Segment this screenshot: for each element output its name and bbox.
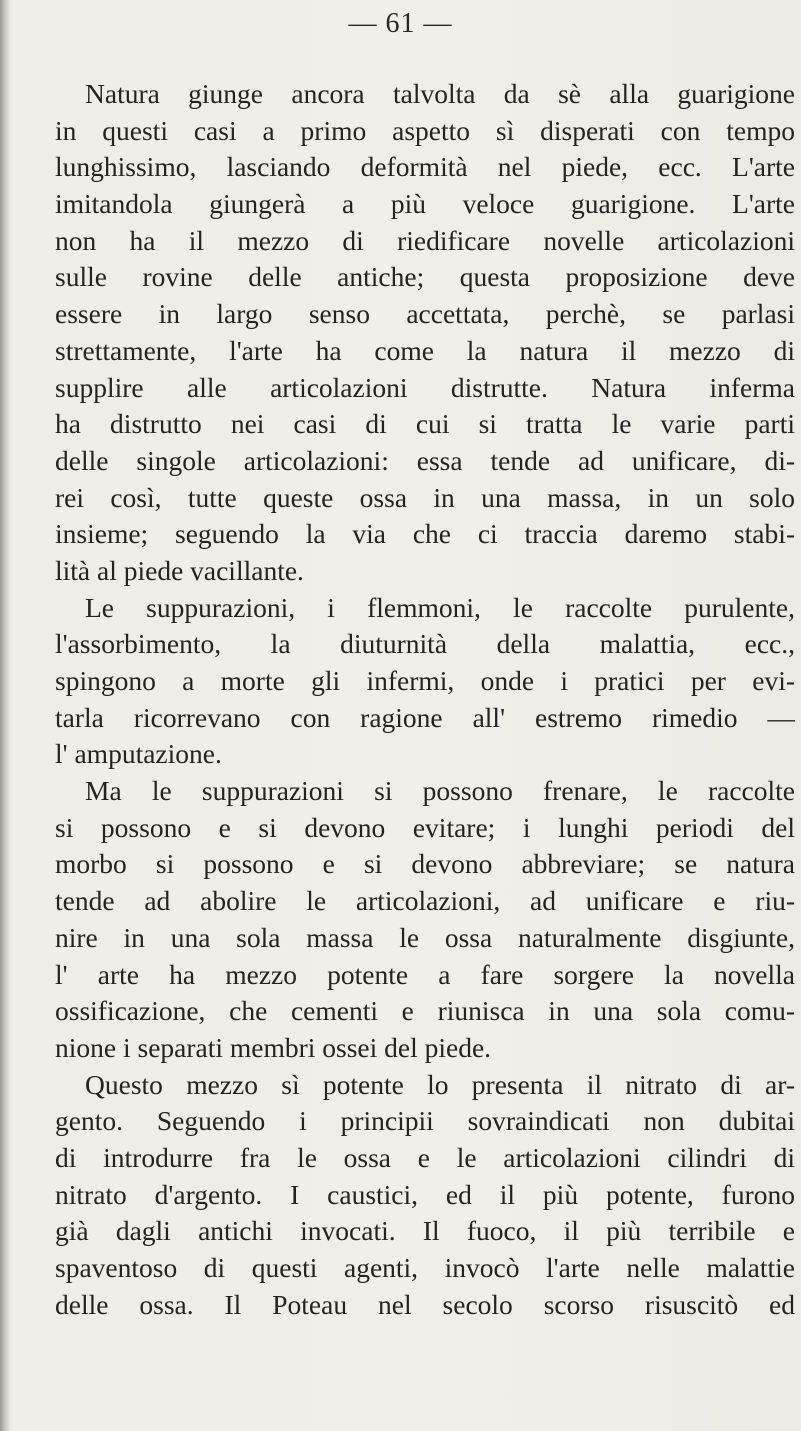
page-number: — 61 — bbox=[348, 8, 453, 39]
text-line: delle ossa. Il Poteau nel secolo scorso risuscitò ed bbox=[55, 1288, 795, 1320]
text-line: insieme; seguendo la via che ci traccia daremo stabi- bbox=[55, 518, 795, 550]
text-line: di introdurre fra le ossa e le articolazioni cilindri di bbox=[55, 1141, 795, 1173]
text-line: l' arte ha mezzo potente a fare sorgere la novella bbox=[55, 958, 795, 990]
text-line: nione i separati membri ossei del piede. bbox=[55, 1031, 492, 1063]
text-line: tarla ricorrevano con ragione all' estremo rimedio — bbox=[55, 701, 795, 733]
text-line: sulle rovine delle antiche; questa proposizione deve bbox=[55, 261, 795, 293]
text-line: imitandola giungerà a più veloce guarigione. L'arte bbox=[55, 188, 795, 220]
text-line: morbo si possono e si devono abbreviare; se natura bbox=[55, 848, 795, 880]
text-line: ossificazione, che cementi e riunisca in una sola comu- bbox=[55, 995, 795, 1027]
text-line: nitrato d'argento. I caustici, ed il più potente, furono bbox=[55, 1178, 795, 1210]
text-line: nire in una sola massa le ossa naturalmente disgiunte, bbox=[55, 921, 795, 953]
text-line: l' amputazione. bbox=[55, 738, 222, 770]
text-line: tende ad abolire le articolazioni, ad unificare e riu- bbox=[55, 885, 795, 917]
text-line: lunghissimo, lasciando deformità nel piede, ecc. L'arte bbox=[55, 151, 795, 183]
text-line: l'assorbimento, la diuturnità della malattia, ecc., bbox=[55, 628, 795, 660]
text-line: strettamente, l'arte ha come la natura il mezzo di bbox=[55, 334, 795, 366]
text-line: supplire alle articolazioni distrutte. Natura inferma bbox=[55, 371, 795, 403]
text-line: Natura giunge ancora talvolta da sè alla guarigione bbox=[85, 78, 795, 109]
text-line: ha distrutto nei casi di cui si tratta le varie parti bbox=[55, 408, 795, 440]
text-line: Le suppurazioni, i flemmoni, le raccolte purulente, bbox=[85, 591, 795, 623]
paragraph bbox=[55, 76, 795, 590]
text-line: si possono e si devono evitare; i lunghi periodi del bbox=[55, 811, 795, 843]
text-line: già dagli antichi invocati. Il fuoco, il più terribile e bbox=[55, 1215, 795, 1247]
text-line: rei così, tutte queste ossa in una massa, in un solo bbox=[55, 481, 795, 513]
text-line: Ma le suppurazioni si possono frenare, le raccolte bbox=[85, 775, 795, 807]
text-line: spaventoso di questi agenti, invocò l'arte nelle malattie bbox=[55, 1252, 795, 1283]
paragraph bbox=[55, 1067, 795, 1324]
text-line: in questi casi a primo aspetto sì disperati con tempo bbox=[55, 114, 795, 146]
text-line: Questo mezzo sì potente lo presenta il nitrato di ar- bbox=[85, 1068, 795, 1100]
text-line: gento. Seguendo i principii sovraindicati non dubitai bbox=[55, 1105, 795, 1137]
text-line: delle singole articolazioni: essa tende ad unificare, di- bbox=[55, 444, 795, 476]
text-line: non ha il mezzo di riedificare novelle articolazioni bbox=[55, 224, 795, 256]
paragraph bbox=[55, 773, 795, 1067]
text-line: essere in largo senso accettata, perchè, se parlasi bbox=[55, 298, 795, 330]
paragraph bbox=[55, 590, 795, 773]
text-line: spingono a morte gli infermi, onde i pratici per evi- bbox=[55, 665, 795, 696]
page-spine-shadow bbox=[0, 0, 10, 1431]
text-line: lità al piede vacillante. bbox=[55, 554, 304, 586]
body-text bbox=[55, 76, 795, 1323]
